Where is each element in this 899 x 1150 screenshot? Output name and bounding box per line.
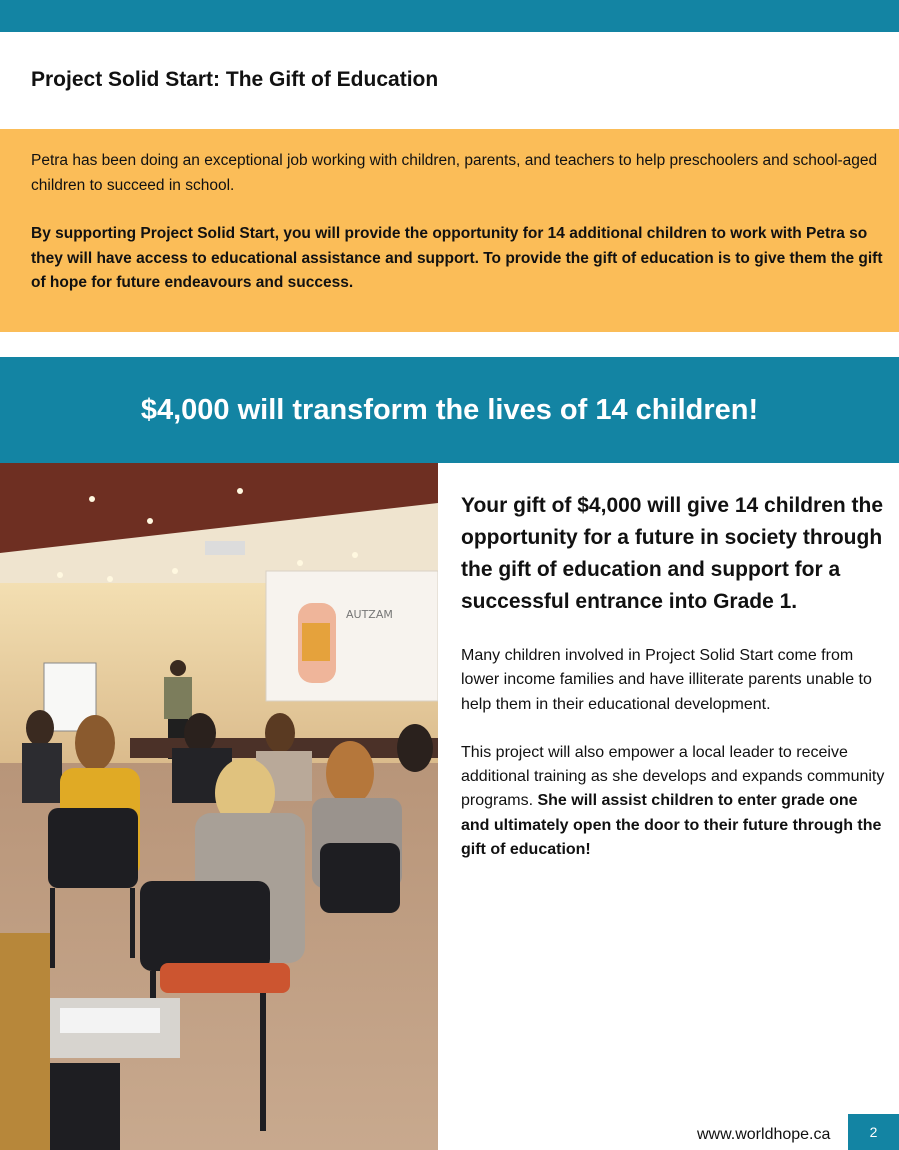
lead-statement: Your gift of $4,000 will give 14 children the opportunity for a future in society through the gift of education and support for a successful entrance into Grade 1. bbox=[461, 494, 884, 613]
top-bar bbox=[0, 0, 899, 32]
donation-banner bbox=[0, 357, 899, 463]
content-column bbox=[461, 490, 886, 862]
page-title: Project Solid Start: The Gift of Education bbox=[31, 68, 439, 91]
intro-box bbox=[0, 129, 899, 332]
page-number: 2 bbox=[848, 1114, 899, 1150]
paragraph-2-text: This project will also empower a local leader to receive additional training as she develops and expands community programs. bbox=[461, 743, 885, 810]
classroom-photo bbox=[0, 463, 438, 1150]
intro-bold-paragraph: By supporting Project Solid Start, you will provide the opportunity for 14 additional children to work with Petra so they will have access to educational assistance and support. To provide the gift of education is to give them the gift of hope for future endeavours and success. bbox=[31, 225, 883, 291]
paragraph-2-bold: She will assist children to enter grade one and ultimately open the door to their future through the gift of education! bbox=[461, 792, 882, 859]
content-paragraph-2 bbox=[461, 741, 886, 862]
website-link[interactable]: www.worldhope.ca bbox=[697, 1126, 831, 1143]
banner-text: $4,000 will transform the lives of 14 children! bbox=[140, 393, 759, 426]
slide-text: AUTZAM bbox=[346, 608, 393, 621]
intro-paragraph: Petra has been doing an exceptional job working with children, parents, and teachers to help preschoolers and school-aged children to succeed in school. bbox=[31, 152, 878, 194]
content-paragraph-1: Many children involved in Project Solid Start come from lower income families and have illiterate parents unable to help them in their educational development. bbox=[461, 647, 872, 713]
